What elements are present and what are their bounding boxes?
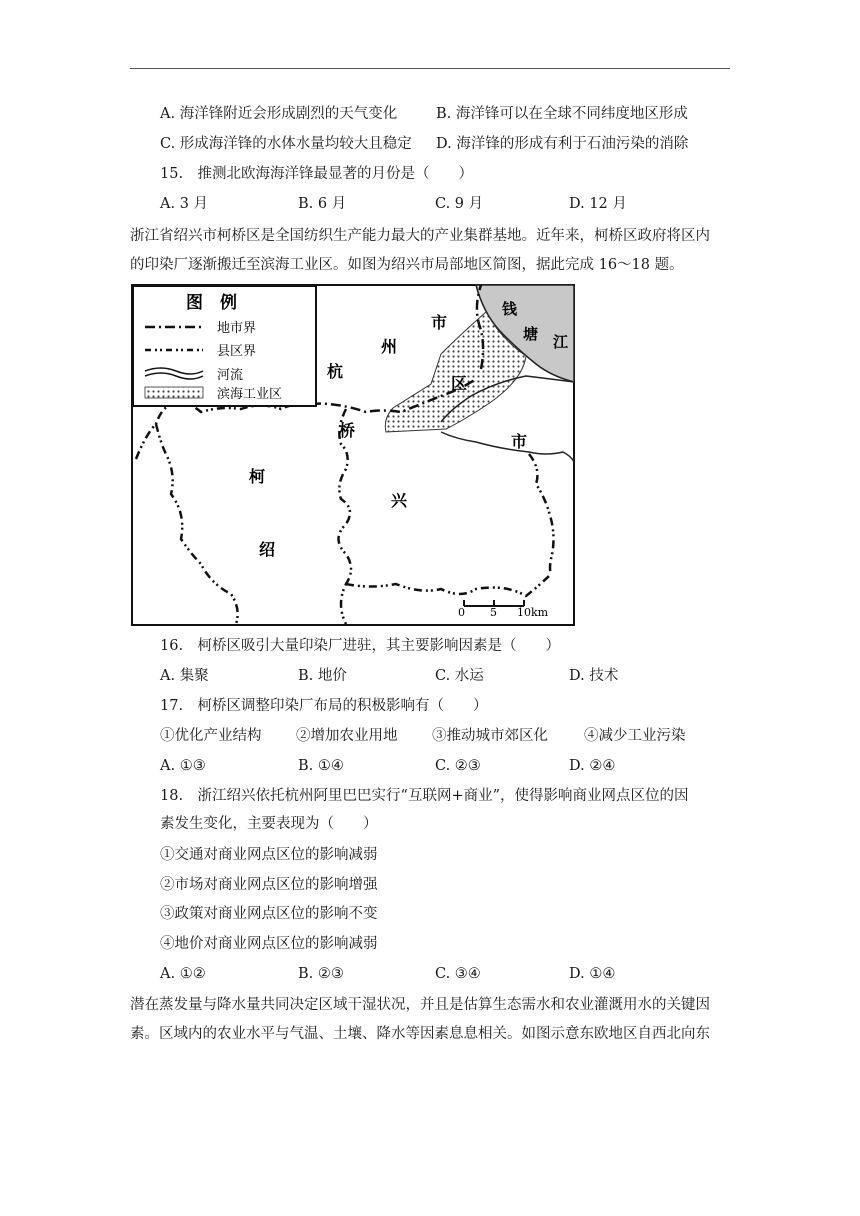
q16-stem: 16. 柯桥区吸引大量印染厂进驻，其主要影响因素是（ ） bbox=[160, 638, 561, 654]
q18-option-a[interactable]: A. ①② bbox=[160, 966, 206, 982]
q14-option-b[interactable]: B. 海洋锋可以在全球不同纬度地区形成 bbox=[436, 106, 688, 122]
q17-option-b[interactable]: B. ①④ bbox=[298, 758, 344, 774]
legend-title: 图 例 bbox=[186, 293, 237, 313]
shaoxing-map bbox=[131, 284, 575, 626]
label-shao: 绍 bbox=[259, 540, 276, 559]
legend-zone-swatch bbox=[145, 387, 203, 398]
q14-option-d[interactable]: D. 海洋锋的形成有利于石油污染的消除 bbox=[436, 136, 689, 152]
q14-option-a[interactable]: A. 海洋锋附近会形成剧烈的天气变化 bbox=[160, 106, 398, 122]
label-hang: 杭 bbox=[327, 362, 344, 381]
q16-option-a[interactable]: A. 集聚 bbox=[160, 668, 209, 684]
q15-option-a[interactable]: A. 3 月 bbox=[160, 196, 209, 212]
legend-city: 地市界 bbox=[217, 321, 257, 336]
label-jiang: 江 bbox=[553, 333, 569, 351]
label-xing: 兴 bbox=[391, 491, 408, 510]
label-ke: 柯 bbox=[249, 467, 266, 486]
q15-stem: 15. 推测北欧海海洋锋最显著的月份是（ ） bbox=[160, 166, 474, 182]
q18-option-b[interactable]: B. ②③ bbox=[298, 966, 344, 982]
scale-0: 0 bbox=[458, 606, 465, 619]
q18-stem-line-1: 18. 浙江绍兴依托杭州阿里巴巴实行“互联网+商业”，使得影响商业网点区位的因 bbox=[160, 788, 689, 804]
q17-option-a[interactable]: A. ①③ bbox=[160, 758, 206, 774]
q18-item-1: ①交通对商业网点区位的影响减弱 bbox=[160, 847, 378, 863]
label-shi-top: 市 bbox=[431, 313, 448, 332]
legend-county: 县区界 bbox=[217, 344, 257, 359]
q16-option-c[interactable]: C. 水运 bbox=[435, 668, 484, 684]
q18-stem-line-2: 素发生变化，主要表现为（ ） bbox=[160, 816, 378, 832]
q17-item-1: ①优化产业结构 bbox=[160, 728, 262, 744]
next-passage-line-1: 潜在蒸发量与降水量共同决定区域干湿状况，并且是估算生态需水和农业灌溉用水的关键因 bbox=[130, 997, 710, 1013]
passage-line-2: 的印染厂逐渐搬迁至滨海工业区。如图为绍兴市局部地区简图，据此完成 16～18 题。 bbox=[130, 257, 684, 273]
next-passage-line-2: 素。区域内的农业水平与气温、土壤、降水等因素息息相关。如图示意东欧地区自西北向东 bbox=[130, 1026, 710, 1042]
legend-river: 河流 bbox=[217, 368, 244, 383]
q14-option-c[interactable]: C. 形成海洋锋的水体水量均较大且稳定 bbox=[160, 136, 412, 152]
q15-option-d[interactable]: D. 12 月 bbox=[569, 196, 627, 212]
label-qu: 区 bbox=[451, 374, 468, 393]
label-tang: 塘 bbox=[523, 325, 539, 343]
scale-10km: 10km bbox=[517, 606, 549, 619]
q17-item-2: ②增加农业用地 bbox=[296, 728, 398, 744]
label-shi-right: 市 bbox=[511, 432, 528, 451]
scale-5: 5 bbox=[490, 606, 497, 619]
header-rule bbox=[130, 68, 730, 69]
label-zhou: 州 bbox=[381, 337, 398, 356]
q16-option-d[interactable]: D. 技术 bbox=[569, 668, 619, 684]
q17-option-d[interactable]: D. ②④ bbox=[569, 758, 616, 774]
q18-item-2: ②市场对商业网点区位的影响增强 bbox=[160, 877, 378, 893]
q17-item-3: ③推动城市郊区化 bbox=[432, 728, 548, 744]
q18-option-c[interactable]: C. ③④ bbox=[435, 966, 481, 982]
q18-option-d[interactable]: D. ①④ bbox=[569, 966, 616, 982]
q18-item-4: ④地价对商业网点区位的影响减弱 bbox=[160, 936, 378, 952]
label-qiao: 桥 bbox=[339, 421, 356, 440]
q17-stem: 17. 柯桥区调整印染厂布局的积极影响有（ ） bbox=[160, 698, 488, 714]
passage-line-1: 浙江省绍兴市柯桥区是全国纺织生产能力最大的产业集群基地。近年来，柯桥区政府将区内 bbox=[130, 228, 710, 244]
label-qian: 钱 bbox=[502, 300, 518, 318]
q15-option-b[interactable]: B. 6 月 bbox=[298, 196, 347, 212]
q17-option-c[interactable]: C. ②③ bbox=[435, 758, 481, 774]
legend-zone: 滨海工业区 bbox=[217, 387, 283, 402]
q18-item-3: ③政策对商业网点区位的影响不变 bbox=[160, 906, 378, 922]
q17-item-4: ④减少工业污染 bbox=[584, 728, 686, 744]
q15-option-c[interactable]: C. 9 月 bbox=[435, 196, 484, 212]
q16-option-b[interactable]: B. 地价 bbox=[298, 668, 347, 684]
